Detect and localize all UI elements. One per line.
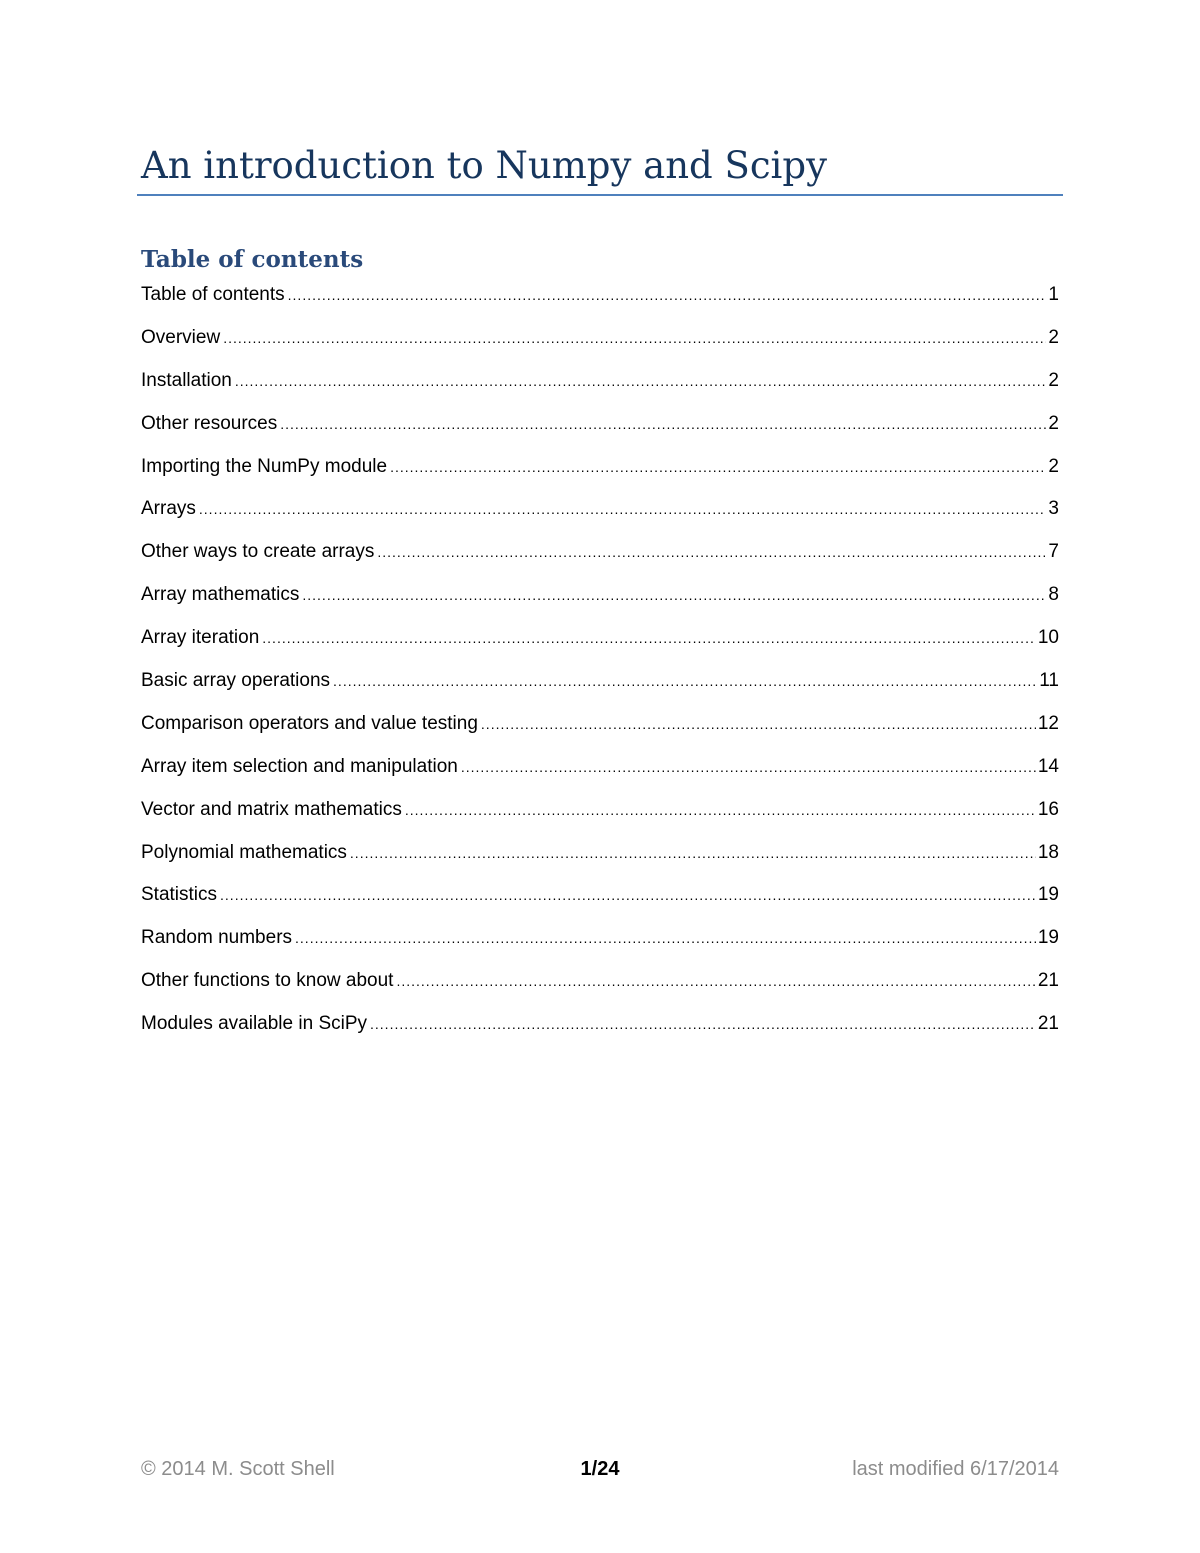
toc-entry[interactable] xyxy=(141,880,1059,923)
toc-dot-leader xyxy=(350,838,1036,868)
toc-entry-title: Overview xyxy=(141,326,221,348)
toc-dot-leader xyxy=(280,409,1046,439)
toc-entry-page: 21 xyxy=(1037,970,1059,992)
toc-dot-leader xyxy=(223,323,1046,353)
toc-entry-page: 16 xyxy=(1037,798,1059,820)
footer-page-number: 1/24 xyxy=(580,1458,620,1480)
toc-dot-leader xyxy=(295,923,1036,953)
toc-entry-title: Statistics xyxy=(141,884,218,906)
footer-last-modified: last modified 6/17/2014 xyxy=(852,1458,1059,1480)
toc-entry-title: Other resources xyxy=(141,412,278,434)
toc-dot-leader xyxy=(481,709,1036,739)
toc-entry-page: 2 xyxy=(1048,455,1059,477)
toc-entry[interactable] xyxy=(141,923,1059,966)
toc-entry-title: Array mathematics xyxy=(141,584,300,606)
toc-entry-title: Table of contents xyxy=(141,284,285,305)
toc-dot-leader xyxy=(288,280,1047,310)
toc-entry-page: 21 xyxy=(1037,1013,1059,1035)
toc-entry[interactable] xyxy=(141,323,1059,366)
toc-entry-page: 8 xyxy=(1048,584,1059,606)
toc-entry[interactable] xyxy=(141,494,1059,537)
toc-dot-leader xyxy=(461,752,1036,782)
toc-dot-leader xyxy=(390,452,1046,482)
toc-dot-leader xyxy=(199,494,1047,524)
toc-dot-leader xyxy=(333,666,1037,696)
toc-entry-page: 10 xyxy=(1037,627,1059,649)
toc-entry-title: Basic array operations xyxy=(141,670,331,692)
toc-entry-page: 1 xyxy=(1048,284,1059,305)
toc-dot-leader xyxy=(396,966,1035,996)
toc-entry-page: 14 xyxy=(1037,755,1059,777)
toc-entry[interactable] xyxy=(141,409,1059,452)
toc-heading: Table of contents xyxy=(141,246,364,273)
toc-entry-page: 3 xyxy=(1048,498,1059,520)
toc-entry[interactable] xyxy=(141,966,1059,1009)
footer-copyright: © 2014 M. Scott Shell xyxy=(141,1458,335,1480)
toc-entry[interactable] xyxy=(141,1009,1059,1052)
toc-dot-leader xyxy=(377,537,1046,567)
toc-entry-title: Random numbers xyxy=(141,927,293,949)
toc-entry-title: Polynomial mathematics xyxy=(141,841,347,863)
toc-dot-leader xyxy=(220,880,1036,910)
toc-entry-page: 7 xyxy=(1048,541,1059,563)
toc-entry[interactable] xyxy=(141,537,1059,580)
toc-entry[interactable] xyxy=(141,280,1059,323)
toc-entry-page: 18 xyxy=(1037,841,1059,863)
table-of-contents xyxy=(141,280,1059,1052)
toc-entry-page: 19 xyxy=(1037,884,1059,906)
toc-entry[interactable] xyxy=(141,623,1059,666)
toc-entry-title: Arrays xyxy=(141,498,196,520)
toc-entry[interactable] xyxy=(141,452,1059,495)
toc-entry-title: Importing the NumPy module xyxy=(141,455,388,477)
toc-entry[interactable] xyxy=(141,666,1059,709)
toc-entry[interactable] xyxy=(141,366,1059,409)
toc-entry[interactable] xyxy=(141,709,1059,752)
toc-entry[interactable] xyxy=(141,795,1059,838)
toc-dot-leader xyxy=(302,580,1046,610)
page-footer xyxy=(141,1453,1059,1485)
toc-entry-title: Other functions to know about xyxy=(141,970,394,992)
toc-dot-leader xyxy=(235,366,1047,396)
toc-entry-page: 2 xyxy=(1048,369,1059,391)
toc-entry-page: 2 xyxy=(1048,326,1059,348)
toc-entry[interactable] xyxy=(141,838,1059,881)
toc-entry[interactable] xyxy=(141,580,1059,623)
toc-dot-leader xyxy=(370,1009,1036,1039)
toc-entry-title: Array item selection and manipulation xyxy=(141,755,458,777)
toc-entry[interactable] xyxy=(141,752,1059,795)
toc-entry-page: 19 xyxy=(1037,927,1059,949)
toc-entry-title: Modules available in SciPy xyxy=(141,1013,368,1035)
document-title: An introduction to Numpy and Scipy xyxy=(141,144,827,187)
toc-entry-title: Vector and matrix mathematics xyxy=(141,798,402,820)
toc-entry-title: Array iteration xyxy=(141,627,260,649)
toc-entry-title: Other ways to create arrays xyxy=(141,541,375,563)
toc-entry-page: 2 xyxy=(1048,412,1059,434)
toc-entry-page: 12 xyxy=(1037,712,1059,734)
toc-dot-leader xyxy=(262,623,1036,653)
toc-dot-leader xyxy=(405,795,1036,825)
toc-entry-page: 11 xyxy=(1039,670,1059,692)
title-underline-rule xyxy=(137,194,1063,196)
toc-entry-title: Comparison operators and value testing xyxy=(141,712,478,734)
toc-entry-title: Installation xyxy=(141,369,232,391)
